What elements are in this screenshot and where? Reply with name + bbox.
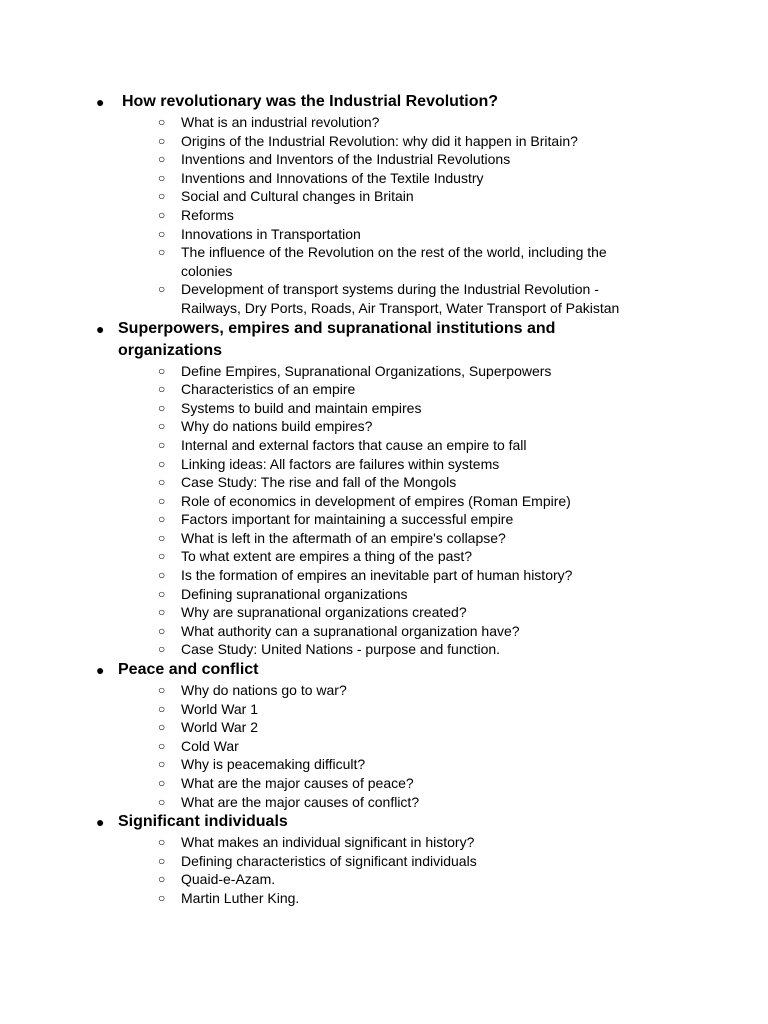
subtopic-list	[0, 113, 768, 318]
hollow-bullet-icon: ○	[158, 152, 166, 167]
list-item-text: What is an industrial revolution?	[181, 114, 380, 130]
section-title: Peace and conflict	[118, 661, 259, 679]
list-item-text: What makes an individual significant in history?	[181, 834, 475, 851]
list-item	[0, 510, 768, 529]
list-item-text: What are the major causes of peace?	[181, 775, 414, 791]
list-item-text: Role of economics in development of empires (Roman Empire)	[181, 492, 571, 509]
hollow-bullet-icon: ○	[158, 475, 166, 490]
list-item-text: Is the formation of empires an inevitable part of human history?	[181, 567, 573, 584]
document-page	[0, 91, 768, 908]
hollow-bullet-icon: ○	[158, 720, 166, 735]
hollow-bullet-icon: ○	[158, 586, 166, 601]
hollow-bullet-icon: ○	[158, 776, 166, 790]
hollow-bullet-icon: ○	[158, 115, 166, 129]
list-item-text: Defining supranational organizations	[181, 585, 408, 602]
list-item	[0, 187, 768, 206]
hollow-bullet-icon: ○	[158, 363, 166, 378]
list-item	[0, 243, 768, 280]
hollow-bullet-icon: ○	[158, 245, 166, 260]
hollow-bullet-icon: ○	[158, 493, 166, 508]
list-item	[0, 113, 768, 132]
list-item	[0, 380, 768, 399]
list-item-text: Case Study: United Nations - purpose and function.	[181, 641, 501, 658]
hollow-bullet-icon: ○	[158, 207, 166, 222]
list-item	[0, 132, 768, 151]
list-item-text: What are the major causes of conflict?	[181, 793, 420, 810]
list-item-text: Origins of the Industrial Revolution: why did it happen in Britain?	[181, 132, 578, 149]
hollow-bullet-icon: ○	[158, 890, 166, 905]
list-item	[0, 206, 768, 225]
outline-section	[0, 91, 768, 318]
list-item-text: What authority can a supranational organization have?	[181, 622, 520, 639]
list-item	[0, 870, 768, 889]
section-title: How revolutionary was the Industrial Revolution?	[122, 93, 499, 110]
list-item-text: Factors important for maintaining a successful empire	[181, 511, 514, 528]
list-item-text: Innovations in Transportation	[181, 225, 361, 242]
filled-bullet-icon: ●	[96, 320, 105, 337]
section-title: Significant individuals	[118, 813, 288, 831]
hollow-bullet-icon: ○	[158, 170, 166, 185]
section-heading	[0, 659, 768, 681]
hollow-bullet-icon: ○	[158, 419, 166, 434]
list-item	[0, 700, 768, 719]
list-item	[0, 150, 768, 169]
hollow-bullet-icon: ○	[158, 400, 166, 415]
list-item	[0, 852, 768, 871]
hollow-bullet-icon: ○	[158, 757, 166, 772]
list-item	[0, 622, 768, 641]
section-title: Superpowers, empires and supranational institutions and organizations	[118, 319, 556, 359]
list-item-text: Development of transport systems during the Industrial Revolution - Railways, Dry Ports, Roads, Air Transport, Water Transport of Pakistan	[181, 281, 620, 316]
list-item	[0, 455, 768, 474]
list-item	[0, 225, 768, 244]
list-item-text: The influence of the Revolution on the rest of the world, including the colonies	[181, 244, 607, 279]
hollow-bullet-icon: ○	[158, 437, 166, 452]
list-item-text: Quaid-e-Azam.	[181, 871, 276, 888]
list-item	[0, 417, 768, 436]
hollow-bullet-icon: ○	[158, 282, 166, 297]
filled-bullet-icon: ●	[96, 94, 105, 110]
list-item-text: Systems to build and maintain empires	[181, 399, 422, 416]
hollow-bullet-icon: ○	[158, 794, 166, 809]
section-heading	[0, 318, 768, 362]
list-item-text: Internal and external factors that cause an empire to fall	[181, 436, 527, 453]
subtopic-list	[0, 362, 768, 660]
list-item-text: Reforms	[181, 206, 234, 223]
hollow-bullet-icon: ○	[158, 683, 166, 698]
subtopic-list	[0, 833, 768, 907]
hollow-bullet-icon: ○	[158, 701, 166, 716]
list-item	[0, 718, 768, 737]
list-item	[0, 681, 768, 700]
list-item	[0, 492, 768, 511]
list-item-text: Social and Cultural changes in Britain	[181, 188, 414, 205]
list-item-text: Martin Luther King.	[181, 889, 300, 906]
list-item	[0, 737, 768, 756]
hollow-bullet-icon: ○	[158, 549, 166, 564]
hollow-bullet-icon: ○	[158, 872, 166, 887]
list-item-text: Defining characteristics of significant individuals	[181, 852, 477, 869]
hollow-bullet-icon: ○	[158, 226, 166, 241]
list-item-text: Cold War	[181, 737, 239, 754]
list-item	[0, 399, 768, 418]
list-item	[0, 362, 768, 381]
list-item	[0, 833, 768, 852]
list-item	[0, 436, 768, 455]
filled-bullet-icon: ●	[96, 814, 105, 831]
hollow-bullet-icon: ○	[158, 605, 166, 620]
list-item-text: World War 1	[181, 700, 259, 717]
list-item-text: World War 2	[181, 719, 259, 736]
hollow-bullet-icon: ○	[158, 835, 166, 850]
list-item	[0, 889, 768, 908]
hollow-bullet-icon: ○	[158, 133, 166, 148]
subtopic-list	[0, 681, 768, 811]
list-item	[0, 566, 768, 585]
list-item-text: Characteristics of an empire	[181, 381, 356, 398]
outline-section	[0, 811, 768, 907]
filled-bullet-icon: ●	[96, 662, 105, 679]
list-item	[0, 547, 768, 566]
list-item-text: Why do nations go to war?	[181, 682, 347, 699]
hollow-bullet-icon: ○	[158, 738, 166, 753]
list-item-text: What is left in the aftermath of an empire's collapse?	[181, 529, 506, 546]
section-heading	[0, 811, 768, 833]
outline-section	[0, 318, 768, 660]
hollow-bullet-icon: ○	[158, 456, 166, 471]
outline-section	[0, 659, 768, 811]
list-item-text: To what extent are empires a thing of the past?	[181, 548, 473, 565]
section-heading	[0, 91, 768, 113]
list-item-text: Why do nations build empires?	[181, 418, 373, 435]
hollow-bullet-icon: ○	[158, 189, 166, 204]
hollow-bullet-icon: ○	[158, 382, 166, 397]
list-item	[0, 585, 768, 604]
hollow-bullet-icon: ○	[158, 530, 166, 545]
list-item-text: Why are supranational organizations created?	[181, 604, 467, 621]
list-item	[0, 473, 768, 492]
list-item	[0, 169, 768, 188]
list-item	[0, 603, 768, 622]
list-item	[0, 755, 768, 774]
list-item-text: Linking ideas: All factors are failures within systems	[181, 455, 500, 472]
list-item-text: Define Empires, Supranational Organizations, Superpowers	[181, 362, 552, 379]
hollow-bullet-icon: ○	[158, 623, 166, 638]
hollow-bullet-icon: ○	[158, 568, 166, 583]
list-item	[0, 529, 768, 548]
list-item	[0, 793, 768, 812]
hollow-bullet-icon: ○	[158, 642, 166, 657]
list-item-text: Case Study: The rise and fall of the Mongols	[181, 474, 457, 491]
list-item-text: Inventions and Inventors of the Industrial Revolutions	[181, 151, 511, 168]
list-item	[0, 774, 768, 793]
hollow-bullet-icon: ○	[158, 512, 166, 527]
list-item	[0, 640, 768, 659]
list-item-text: Inventions and Innovations of the Textile Industry	[181, 169, 484, 186]
hollow-bullet-icon: ○	[158, 853, 166, 868]
list-item	[0, 280, 768, 317]
list-item-text: Why is peacemaking difficult?	[181, 756, 366, 773]
